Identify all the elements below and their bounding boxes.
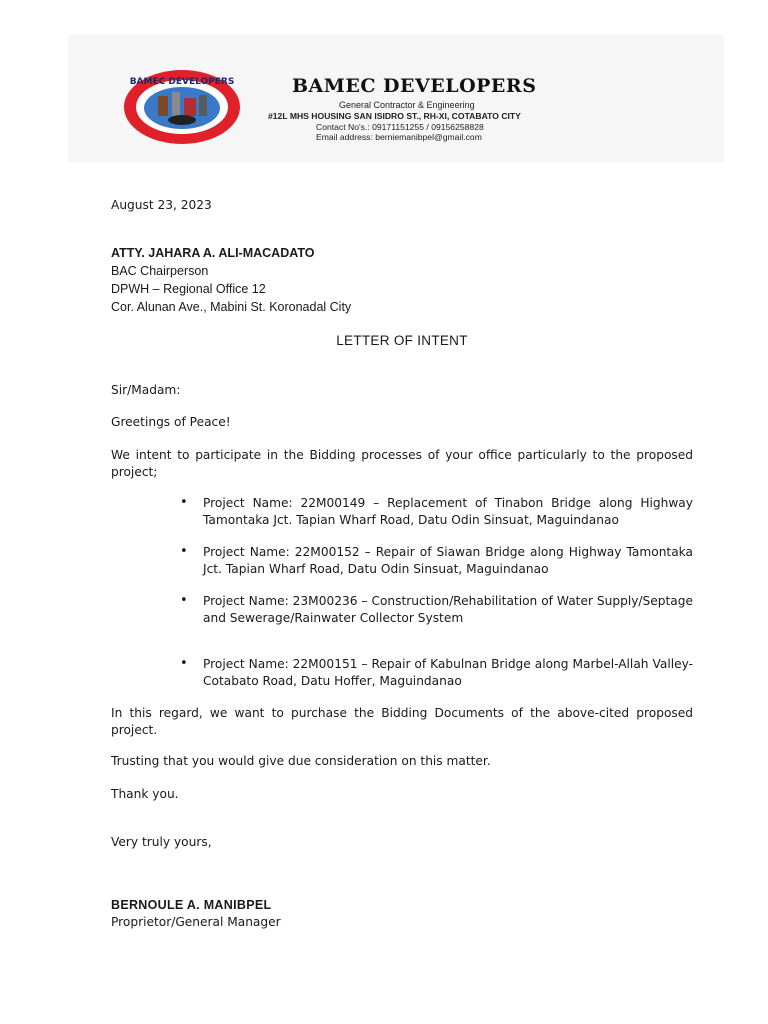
purchase-paragraph: In this regard, we want to purchase the Bidding Documents of the above-cited proposed project. xyxy=(111,706,693,737)
salutation: Sir/Madam: xyxy=(111,383,181,397)
signatory-name: BERNOULE A. MANIBPEL xyxy=(111,898,272,912)
closing-line: Very truly yours, xyxy=(111,835,212,849)
letter-date: August 23, 2023 xyxy=(111,198,212,212)
list-item: • Project Name: 22M00152 – Repair of Siawan Bridge along Highway Tamontaka Jct. Tapian Wharf Road, Datu Odin Sinsuat, Maguindanao xyxy=(178,544,693,577)
intro-paragraph: We intent to participate in the Bidding processes of your office particularly to the proposed project; xyxy=(111,448,693,479)
company-email: Email address: berniemanibpel@gmail.com xyxy=(316,132,482,142)
company-contact: Contact No's.: 09171151255 / 09156258828 xyxy=(316,122,484,132)
list-item: • Project Name: 23M00236 – Construction/Rehabilitation of Water Supply/Septage and Sewerage/Rainwater Collector System xyxy=(178,593,693,626)
company-logo xyxy=(122,68,242,146)
company-tagline: General Contractor & Engineering xyxy=(339,100,475,110)
recipient-office: DPWH – Regional Office 12 xyxy=(111,282,266,296)
recipient-address: Cor. Alunan Ave., Mabini St. Koronadal City xyxy=(111,300,352,314)
recipient-name: ATTY. JAHARA A. ALI-MACADATO xyxy=(111,246,315,260)
thanks-line: Thank you. xyxy=(111,787,179,801)
letter-title: LETTER OF INTENT xyxy=(336,333,468,348)
company-address: #12L MHS HOUSING SAN ISIDRO ST., RH-XI, COTABATO CITY xyxy=(268,111,521,121)
list-item: • Project Name: 22M00149 – Replacement of Tinabon Bridge along Highway Tamontaka Jct. Tapian Wharf Road, Datu Odin Sinsuat, Maguindanao xyxy=(178,495,693,528)
recipient-position: BAC Chairperson xyxy=(111,264,209,278)
logo-lettering: BAMEC DEVELOPERS xyxy=(129,77,235,87)
signatory-title: Proprietor/General Manager xyxy=(111,915,281,929)
company-name: BAMEC DEVELOPERS xyxy=(292,75,537,97)
trusting-paragraph: Trusting that you would give due consideration on this matter. xyxy=(111,754,491,768)
greeting: Greetings of Peace! xyxy=(111,415,231,429)
list-item: • Project Name: 22M00151 – Repair of Kabulnan Bridge along Marbel-Allah Valley-Cotabato Road, Datu Hoffer, Maguindanao xyxy=(178,656,693,689)
